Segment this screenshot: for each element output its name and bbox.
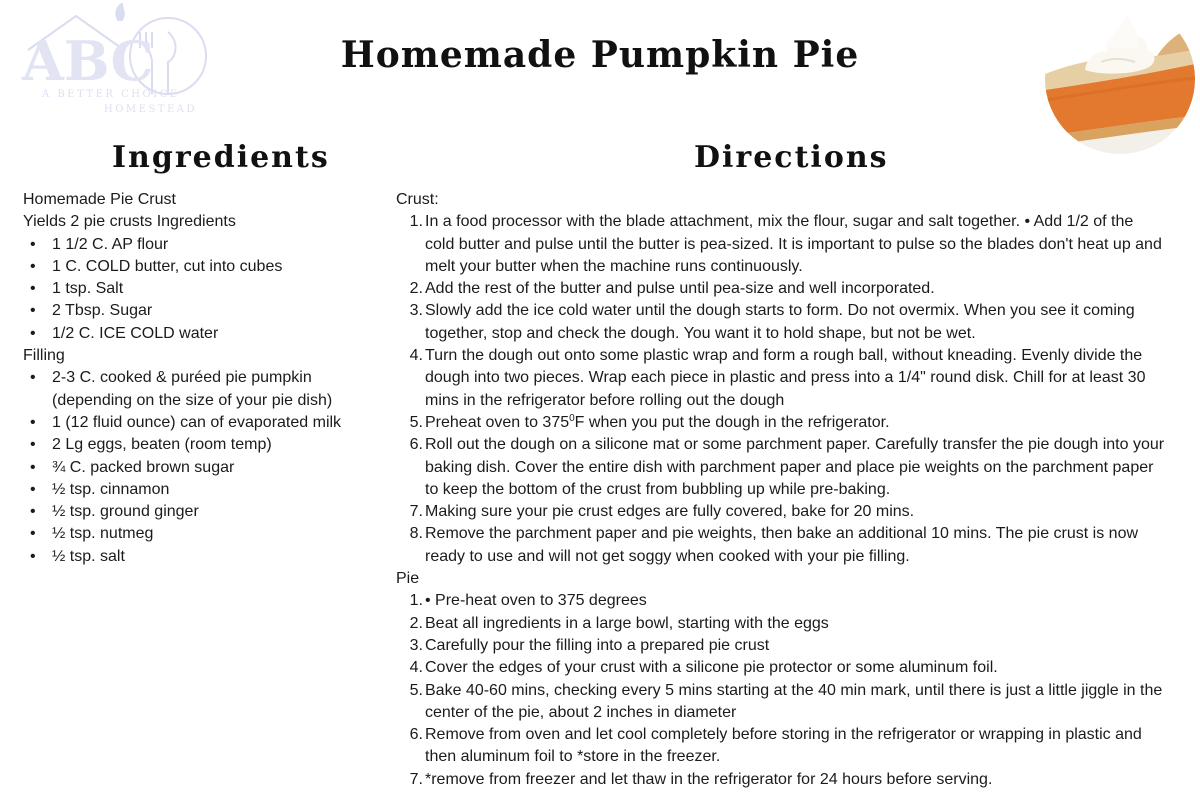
ingredient-item: • 2-3 C. cooked & puréed pie pumpkin (depending on the size of your pie dish) xyxy=(23,367,373,412)
direction-step: 7. Making sure your pie crust edges are fully covered, bake for 20 mins. xyxy=(409,503,915,521)
pumpkin-pie-photo xyxy=(1045,4,1195,154)
direction-step: 2. Beat all ingredients in a large bowl, starting with the eggs xyxy=(409,614,829,632)
step-text: Remove from oven and let cool completely before storing in the refrigerator or wrapping in plastic and then aluminum foil to *store in the freezer. xyxy=(425,726,1142,766)
pumpkin-pie-slice-icon xyxy=(1045,4,1195,154)
filling-title: Filling xyxy=(23,347,65,365)
step-text: Bake 40-60 mins, checking every 5 mins starting at the 40 min mark, until there is just a little jiggle in the center of the pie, about 2 inches in diameter xyxy=(425,681,1163,721)
logo-letters: ABC xyxy=(22,29,154,93)
ingredient-item: • ½ tsp. ground ginger xyxy=(23,501,373,523)
step-text: • Pre-heat oven to 375 degrees xyxy=(425,592,647,610)
step-text: Roll out the dough on a silicone mat or some parchment paper. Carefully transfer the pie dough into your baking dish. Cover the entire dish with parchment paper and place pie weights on the parchment paper to keep the bottom of the crust from bubbling up while pre-baking. xyxy=(425,436,1165,498)
step-text: Remove the parchment paper and pie weights, then bake an additional 10 mins. The pie crust is now ready to use and will not get soggy when cooked with your pie filling. xyxy=(425,525,1139,565)
step-text: *remove from freezer and let thaw in the refrigerator for 24 hours before serving. xyxy=(425,770,993,788)
direction-step: 6. Remove from oven and let cool completely before storing in the refrigerator or wrapping in plastic and then aluminum foil to *store in the freezer. xyxy=(409,726,1142,766)
degree-mark: 0 xyxy=(569,412,575,424)
direction-step: 8. Remove the parchment paper and pie weights, then bake an additional 10 mins. The pie crust is now ready to use and will not get soggy when cooked with your pie filling. xyxy=(409,525,1139,565)
step-text: Cover the edges of your crust with a silicone pie protector or some aluminum foil. xyxy=(425,659,998,677)
ingredient-item: • 1 tsp. Salt xyxy=(23,278,373,300)
direction-step: 5. Bake 40-60 mins, checking every 5 mins starting at the 40 min mark, until there is just a little jiggle in the center of the pie, about 2 inches in diameter xyxy=(409,681,1163,721)
pie-directions-title: Pie xyxy=(396,570,420,588)
pie-steps-list xyxy=(396,590,1166,791)
ingredient-item: • 2 Tbsp. Sugar xyxy=(23,300,373,322)
logo-line1: A BETTER CHOICE xyxy=(42,89,180,100)
step-text: Turn the dough out onto some plastic wrap and form a rough ball, without kneading. Evenly divide the dough into two pieces. Wrap each piece in plastic and press into a 1/4" round disk. Chill for at least 30 mins in the refrigerator before rolling out the dough xyxy=(425,347,1146,409)
crust-yield: Yields 2 pie crusts Ingredients xyxy=(23,213,236,231)
directions-heading: Directions xyxy=(694,140,889,175)
ingredient-item: • 2 Lg eggs, beaten (room temp) xyxy=(23,434,373,456)
page-title: Homemade Pumpkin Pie xyxy=(340,34,860,76)
direction-step: 5. Preheat oven to $375^0F$ when you put the dough in the refrigerator. xyxy=(409,412,890,431)
step-text: Add the rest of the butter and pulse until pea-size and well incorporated. xyxy=(425,280,935,298)
direction-step: 4. Cover the edges of your crust with a silicone pie protector or some aluminum foil. xyxy=(409,659,998,677)
direction-step: 6. Roll out the dough on a silicone mat or some parchment paper. Carefully transfer the pie dough into your baking dish. Cover the entire dish with parchment paper and place pie weights on the parchment paper to keep the bottom of the crust from bubbling up while pre-baking. xyxy=(409,436,1165,498)
crust-title: Homemade Pie Crust xyxy=(23,191,176,208)
crust-directions-title: Crust: xyxy=(396,191,439,208)
filling-ingredient-list xyxy=(23,367,373,568)
crust-steps-list xyxy=(396,211,1166,568)
ingredient-item: • ½ tsp. nutmeg xyxy=(23,523,373,545)
ingredient-item: • ½ tsp. cinnamon xyxy=(23,479,373,501)
step-text-after: F when you put the dough in the refrigerator. xyxy=(574,413,890,431)
direction-step: 4. Turn the dough out onto some plastic wrap and form a rough ball, without kneading. Evenly divide the dough into two pieces. Wrap each piece in plastic and press into a 1/4" round disk. Chill for at least 30 mins in the refrigerator before rolling out the dough xyxy=(409,347,1146,409)
directions-column xyxy=(396,189,1166,791)
logo-line2: HOMESTEAD xyxy=(104,104,198,115)
direction-step: 1. • Pre-heat oven to 375 degrees xyxy=(409,592,647,610)
direction-step: 2. Add the rest of the butter and pulse until pea-size and well incorporated. xyxy=(409,280,935,298)
step-text: Preheat oven to 375 xyxy=(425,413,570,431)
step-text: Carefully pour the filling into a prepared pie crust xyxy=(425,636,770,654)
ingredient-item: • ½ tsp. salt xyxy=(23,546,373,568)
crust-ingredient-list xyxy=(23,234,373,345)
step-text: Slowly add the ice cold water until the dough starts to form. Do not overmix. When you see it coming together, stop and check the dough. You want it to hold shape, but not be wet. xyxy=(425,302,1135,342)
step-text: Making sure your pie crust edges are fully covered, bake for 20 mins. xyxy=(425,503,915,521)
ingredients-heading: Ingredients xyxy=(112,140,330,175)
direction-step: 1. In a food processor with the blade attachment, mix the flour, sugar and salt together. • Add 1/2 of the cold butter and pulse until the butter is pea-sized. It is important to pulse so the blades don't heat up and melt your butter when the machine runs continuously. xyxy=(409,213,1162,275)
direction-step: 3. Slowly add the ice cold water until the dough starts to form. Do not overmix. When you see it coming together, stop and check the dough. You want it to hold shape, but not be wet. xyxy=(409,302,1135,342)
direction-step: 7. *remove from freezer and let thaw in the refrigerator for 24 hours before serving. xyxy=(409,770,993,788)
ingredient-item: • 1/2 C. ICE COLD water xyxy=(23,323,373,345)
direction-step: 3. Carefully pour the filling into a prepared pie crust xyxy=(409,636,770,654)
ingredients-column xyxy=(23,189,373,568)
ingredient-item: • 1 C. COLD butter, cut into cubes xyxy=(23,256,373,278)
step-text: Beat all ingredients in a large bowl, starting with the eggs xyxy=(425,614,829,632)
ingredient-item: • 1 (12 fluid ounce) can of evaporated milk xyxy=(23,412,373,434)
step-text: In a food processor with the blade attachment, mix the flour, sugar and salt together. • Add 1/2 of the cold butter and pulse until the butter is pea-sized. It is important to pulse so the blades don't heat up and melt your butter when the machine runs continuously. xyxy=(425,213,1162,275)
ingredient-item: • ¾ C. packed brown sugar xyxy=(23,457,373,479)
ingredient-item: • 1 1/2 C. AP flour xyxy=(23,234,373,256)
